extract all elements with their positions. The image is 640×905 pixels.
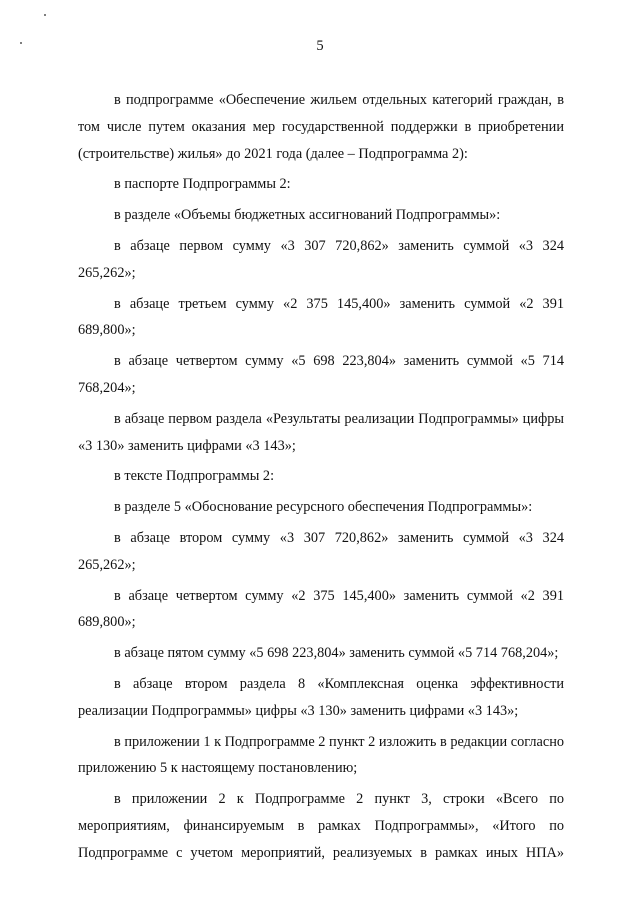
paragraph: в приложении 1 к Подпрограмме 2 пункт 2 изложить в редакции согласно приложению 5 к настоящему постановлению;	[78, 733, 564, 777]
paragraph: в подпрограмме «Обеспечение жильем отдельных категорий граждан, в том числе путем оказания мер государственной поддержки в приобретении (строительстве) жилья» до 2021 года (далее – Подпрограмма 2):	[78, 92, 564, 162]
page-number: 5	[316, 38, 324, 54]
paragraph: в разделе 5 «Обоснование ресурсного обеспечения Подпрограммы»:	[114, 499, 533, 516]
paragraph: в абзаце первом сумму «3 307 720,862» заменить суммой «3 324 265,262»;	[78, 237, 564, 281]
paragraph: в абзаце пятом сумму «5 698 223,804» заменить суммой «5 714 768,204»;	[114, 645, 559, 662]
paragraph: в приложении 2 к Подпрограмме 2 пункт 3, строки «Всего по мероприятиям, финансируемым в рамках Подпрограммы», «Итого по Подпрограмме с учетом мероприятий, реализуемых в рамках иных НПА»	[78, 791, 564, 861]
paragraph: в абзаце втором раздела 8 «Комплексная оценка эффективности реализации Подпрограммы» цифры «3 130» заменить цифрами «3 143»;	[78, 675, 564, 719]
paragraph: в абзаце втором сумму «3 307 720,862» заменить суммой «3 324 265,262»;	[78, 529, 564, 573]
paragraph: в тексте Подпрограммы 2:	[114, 468, 275, 485]
paragraph: в паспорте Подпрограммы 2:	[114, 176, 291, 193]
paragraph: в абзаце четвертом сумму «2 375 145,400» заменить суммой «2 391 689,800»;	[78, 587, 564, 631]
paragraph: в разделе «Объемы бюджетных ассигнований Подпрограммы»:	[114, 207, 501, 224]
paragraph: в абзаце третьем сумму «2 375 145,400» заменить суммой «2 391 689,800»;	[78, 295, 564, 339]
scan-speck	[44, 14, 46, 16]
document-body	[78, 87, 564, 867]
paragraph: в абзаце первом раздела «Результаты реализации Подпрограммы» цифры «3 130» заменить цифрами «3 143»;	[78, 410, 564, 454]
paragraph: в абзаце четвертом сумму «5 698 223,804» заменить суммой «5 714 768,204»;	[78, 353, 564, 396]
